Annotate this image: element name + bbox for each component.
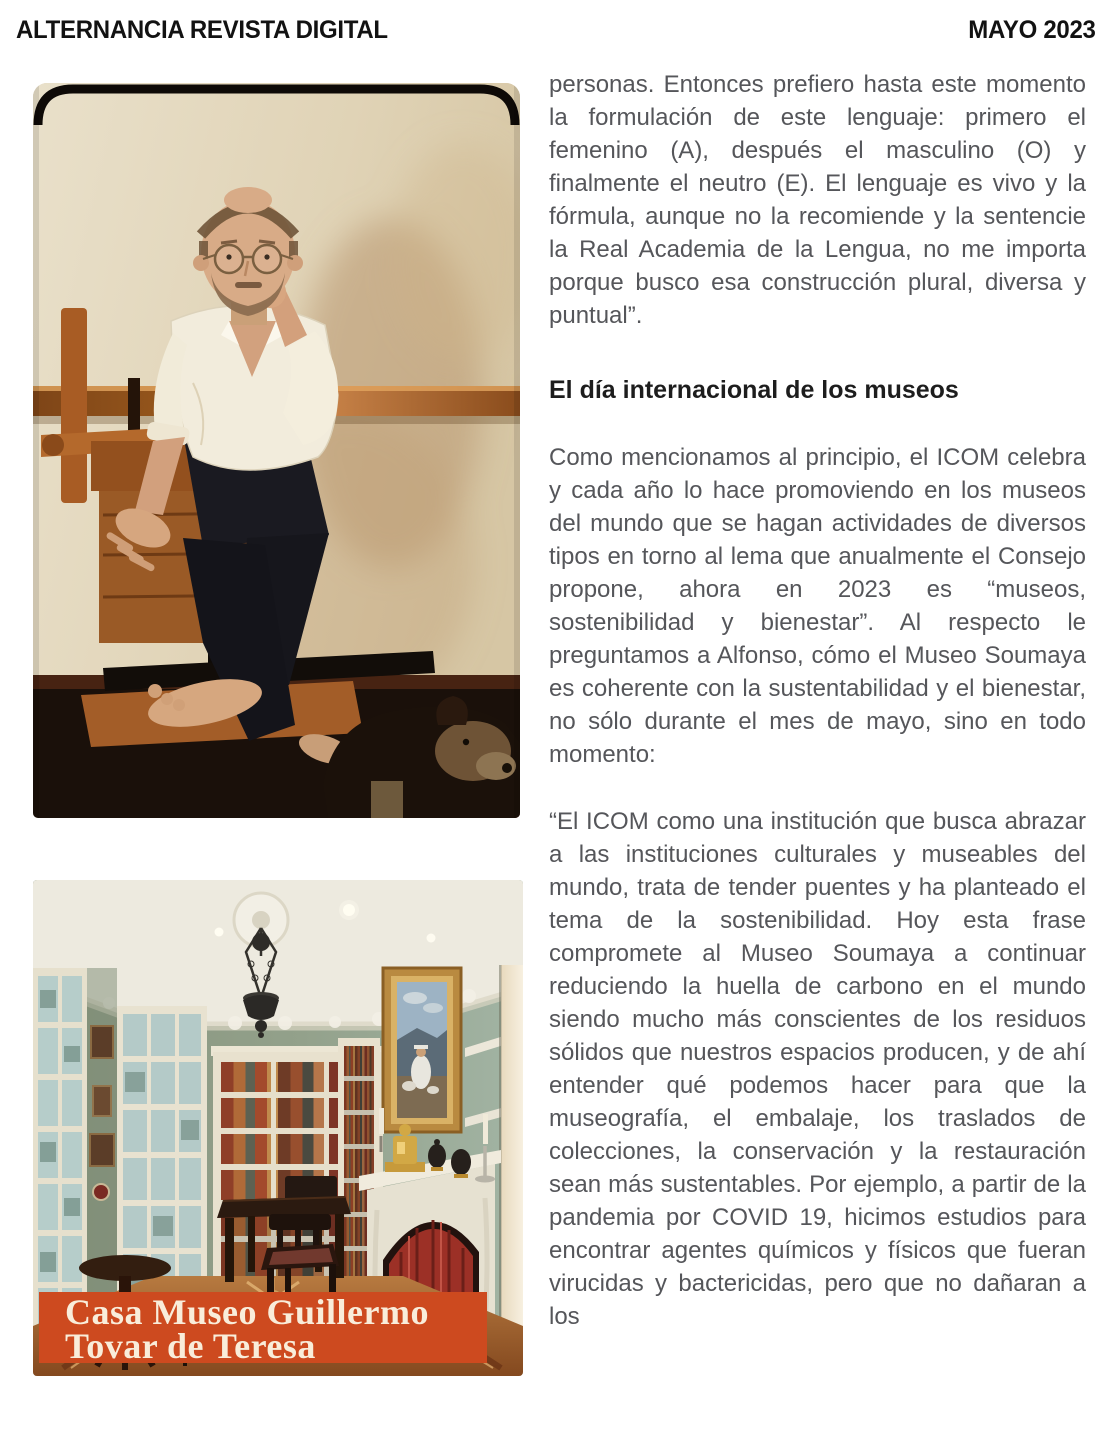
caption-line-1: Casa Museo Guillermo [65,1292,429,1332]
framed-painting [383,968,461,1132]
portrait-photo [33,83,520,818]
article-paragraph-quote: “El ICOM como una institución que busca abrazar a las instituciones culturales y museables del mundo, trata de tender puentes y ha planteado el tema de la sostenibilidad. Hoy esta frase compromete al Museo Soumaya a continuar reduciendo la huella de carbono en el mundo siendo mucho más conscientes de los residuos sólidos que nuestros espacios producen, y de ahí entender qué podemos hacer para que la museografía, el embalaje, los traslados de colecciones, la conservación y la restauración sean más sustentables. Por ejemplo, a partir de la pandemia por COVID 19, hicimos estudios para encontrar agentes químicos y físicos que fueran virucidas y bactericidas, pero que no dañaran a los [549,808,1086,1330]
article-column [549,68,1086,1333]
portrait-illustration [33,83,520,818]
issue-date: MAYO 2023 [968,16,1096,44]
section-heading: El día internacional de los museos [549,376,959,404]
article-paragraph-icom: Como mencionamos al principio, el ICOM celebra y cada año lo hace promoviendo en los museos del mundo que se hagan actividades de diversos tipos en torno al lema que anualmente el Consejo propone, ahora en 2023 es “museos, sostenibilidad y bienestar”. Al respecto le preguntamos a Alfonso, cómo el Museo Soumaya es coherente con la sustentabilidad y el bienestar, no sólo durante el mes de mayo, sino en todo momento: [549,444,1086,768]
masthead [16,16,1096,48]
caption-banner [39,1292,487,1366]
magazine-title: ALTERNANCIA REVISTA DIGITAL [16,16,388,44]
caption-line-2: Tovar de Teresa [65,1326,316,1366]
library-photo [33,880,523,1376]
article-paragraph-intro: personas. Entonces prefiero hasta este momento la formulación de este lenguaje: primero el femenino (A), después el masculino (O) y finalmente el neutro (E). El lenguaje es vivo y la fórmula, aunque no la recomiende y la sentencie la Real Academia de la Lengua, no me importa porque busco esa construcción plural, diversa y puntual”. [549,71,1086,329]
